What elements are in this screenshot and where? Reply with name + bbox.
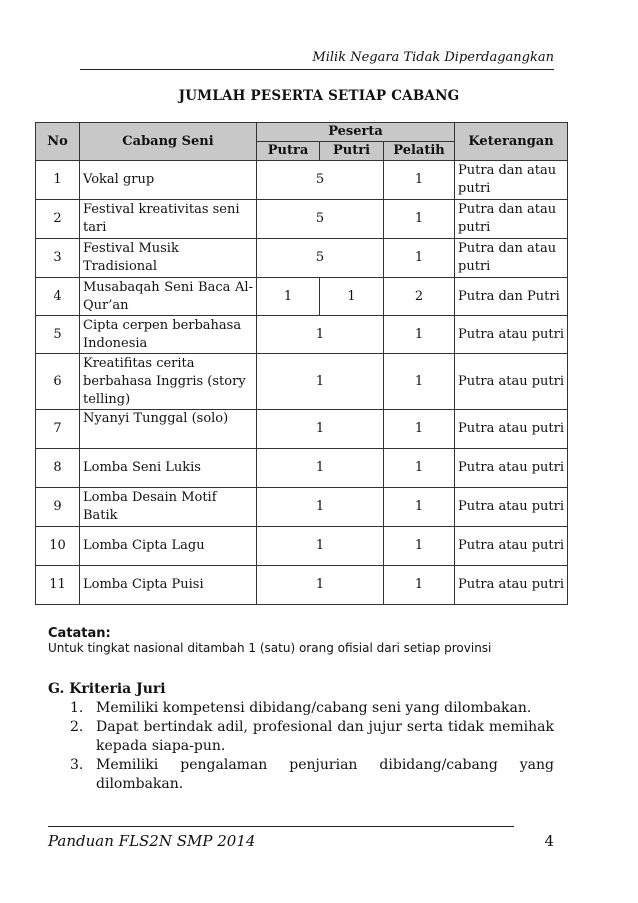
cell-no: 11: [36, 566, 80, 605]
running-header: Milik Negara Tidak Diperdagangkan: [80, 50, 554, 70]
cell-keterangan: Putra atau putri: [455, 566, 568, 605]
table-row: [36, 161, 568, 200]
cell-putra: 1: [257, 278, 320, 316]
cell-peserta: 1: [257, 354, 384, 410]
note-block: [48, 626, 491, 655]
table-row: [36, 527, 568, 566]
table-row: [36, 449, 568, 488]
cell-pelatih: 1: [384, 410, 455, 449]
cell-pelatih: 1: [384, 488, 455, 527]
cell-keterangan: Putra atau putri: [455, 449, 568, 488]
cell-pelatih: 2: [384, 278, 455, 316]
cell-keterangan: Putra dan atau putri: [455, 200, 568, 239]
cell-peserta: 5: [257, 161, 384, 200]
cell-pelatih: 1: [384, 449, 455, 488]
header-cabang: Cabang Seni: [80, 123, 257, 161]
cell-cabang: Lomba Cipta Puisi: [80, 566, 257, 605]
cell-pelatih: 1: [384, 566, 455, 605]
table-row: [36, 200, 568, 239]
cell-pelatih: 1: [384, 316, 455, 354]
cell-no: 7: [36, 410, 80, 449]
list-text: Memiliki kompetensi dibidang/cabang seni yang dilombakan.: [96, 700, 532, 716]
footer-title: Panduan FLS2N SMP 2014: [48, 832, 256, 850]
criteria-section: [48, 680, 554, 794]
cell-keterangan: Putra dan Putri: [455, 278, 568, 316]
cell-no: 10: [36, 527, 80, 566]
header-pelatih: Pelatih: [384, 142, 455, 161]
list-text: Memiliki pengalaman penjurian dibidang/cabang yang dilombakan.: [96, 757, 554, 792]
table-row: [36, 278, 568, 316]
cell-peserta: 1: [257, 410, 384, 449]
cell-peserta: 1: [257, 316, 384, 354]
table-row: [36, 488, 568, 527]
header-no: No: [36, 123, 80, 161]
cell-keterangan: Putra atau putri: [455, 410, 568, 449]
cell-no: 3: [36, 239, 80, 278]
cell-cabang: Lomba Desain Motif Batik: [80, 488, 257, 527]
cell-cabang: Cipta cerpen berbahasa Indonesia: [80, 316, 257, 354]
list-number: 3.: [70, 757, 84, 773]
criteria-list: [48, 699, 554, 794]
cell-no: 2: [36, 200, 80, 239]
table-row: [36, 316, 568, 354]
cell-peserta: 1: [257, 527, 384, 566]
header-keterangan: Keterangan: [455, 123, 568, 161]
cell-no: 6: [36, 354, 80, 410]
cell-cabang: Lomba Seni Lukis: [80, 449, 257, 488]
list-item: [48, 699, 554, 718]
header-peserta: Peserta: [257, 123, 455, 142]
footer-rule: [48, 826, 514, 827]
table-row: [36, 410, 568, 449]
header-putra: Putra: [257, 142, 320, 161]
cell-peserta: 5: [257, 200, 384, 239]
table-title: JUMLAH PESERTA SETIAP CABANG: [178, 88, 460, 104]
cell-keterangan: Putra atau putri: [455, 316, 568, 354]
cell-pelatih: 1: [384, 200, 455, 239]
cell-no: 9: [36, 488, 80, 527]
header-putri: Putri: [320, 142, 384, 161]
cell-cabang: Nyanyi Tunggal (solo): [80, 410, 257, 449]
cell-keterangan: Putra dan atau putri: [455, 239, 568, 278]
cell-keterangan: Putra atau putri: [455, 354, 568, 410]
list-text: Dapat bertindak adil, profesional dan jujur serta tidak memihak kepada siapa-pun.: [96, 719, 554, 754]
cell-keterangan: Putra atau putri: [455, 488, 568, 527]
cell-cabang: Musabaqah Seni Baca Al-Qur’an: [80, 278, 257, 316]
cell-no: 1: [36, 161, 80, 200]
section-heading: G. Kriteria Juri: [48, 681, 166, 697]
cell-peserta: 1: [257, 488, 384, 527]
cell-pelatih: 1: [384, 239, 455, 278]
cell-no: 8: [36, 449, 80, 488]
list-item: [48, 756, 554, 794]
cell-no: 5: [36, 316, 80, 354]
note-title: Catatan:: [48, 626, 111, 641]
cell-pelatih: 1: [384, 161, 455, 200]
cell-pelatih: 1: [384, 527, 455, 566]
cell-keterangan: Putra atau putri: [455, 527, 568, 566]
cell-putri: 1: [320, 278, 384, 316]
cell-pelatih: 1: [384, 354, 455, 410]
participants-table: [35, 122, 568, 605]
table-row: [36, 239, 568, 278]
cell-cabang: Festival kreativitas seni tari: [80, 200, 257, 239]
cell-peserta: 1: [257, 449, 384, 488]
cell-peserta: 1: [257, 566, 384, 605]
table-row: [36, 354, 568, 410]
cell-cabang: Kreatifitas cerita berbahasa Inggris (story telling): [80, 354, 257, 410]
cell-no: 4: [36, 278, 80, 316]
list-number: 1.: [70, 700, 84, 716]
table-row: [36, 566, 568, 605]
page-number: 4: [544, 832, 554, 850]
list-item: [48, 718, 554, 756]
list-number: 2.: [70, 719, 84, 735]
cell-cabang: Festival Musik Tradisional: [80, 239, 257, 278]
cell-peserta: 5: [257, 239, 384, 278]
note-text: Untuk tingkat nasional ditambah 1 (satu) orang ofisial dari setiap provinsi: [48, 641, 492, 655]
cell-cabang: Vokal grup: [80, 161, 257, 200]
cell-keterangan: Putra dan atau putri: [455, 161, 568, 200]
cell-cabang: Lomba Cipta Lagu: [80, 527, 257, 566]
